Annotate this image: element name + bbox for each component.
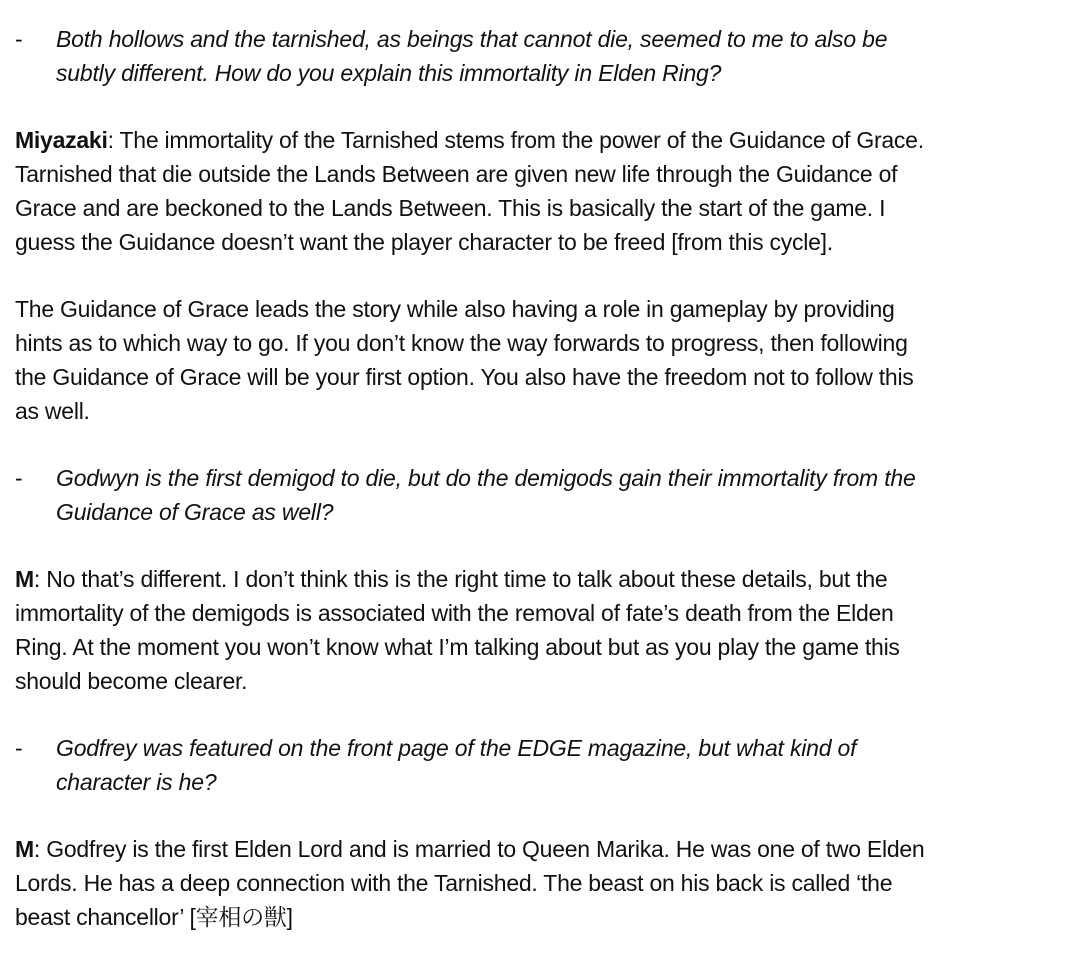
question-line: Both hollows and the tarnished, as beings that cannot die, seemed to me to also be [56, 26, 888, 52]
answer-2 [15, 562, 1070, 698]
paragraph-line: as well. [15, 398, 90, 424]
question-line: subtly different. How do you explain this immortality in Elden Ring? [56, 60, 722, 86]
bullet-dash: - [15, 735, 23, 761]
interview-document [15, 22, 1070, 934]
answer-1 [15, 123, 1070, 259]
answer-line [15, 832, 1070, 866]
answer-text: The immortality of the Tarnished stems from the power of the Guidance of Grace. [113, 127, 924, 153]
answer-line: Ring. At the moment you won’t know what I’m talking about but as you play the game this [15, 634, 900, 660]
bullet-dash: - [15, 26, 23, 52]
speaker-separator: : [33, 836, 41, 862]
answer-3 [15, 832, 1070, 934]
question-line: Godwyn is the first demigod to die, but do the demigods gain their immortality from the [56, 465, 916, 491]
speaker-separator: : [33, 566, 41, 592]
answer-line: Grace and are beckoned to the Lands Between. This is basically the start of the game. I [15, 195, 886, 221]
bullet-dash: - [15, 465, 23, 491]
answer-line: Lords. He has a deep connection with the Tarnished. The beast on his back is called ‘the [15, 870, 893, 896]
answer-line: Tarnished that die outside the Lands Between are given new life through the Guidance of [15, 161, 898, 187]
speaker-separator: : [107, 127, 114, 153]
answer-line: should become clearer. [15, 668, 248, 694]
answer-line: beast chancellor’ [宰相の獣] [15, 904, 293, 930]
answer-line: guess the Guidance doesn’t want the player character to be freed [from this cycle]. [15, 229, 833, 255]
answer-text: Godfrey is the first Elden Lord and is married to Queen Marika. He was one of two Elden [40, 836, 925, 862]
question-line: Godfrey was featured on the front page of the EDGE magazine, but what kind of [56, 735, 857, 761]
question-3 [15, 731, 1070, 799]
question-1 [15, 22, 1070, 90]
question-line: Guidance of Grace as well? [56, 499, 334, 525]
speaker-name: M [15, 836, 34, 862]
answer-text: No that’s different. I don’t think this is the right time to talk about these details, but the [40, 566, 888, 592]
paragraph-line: hints as to which way to go. If you don’t know the way forwards to progress, then following [15, 330, 908, 356]
answer-line [15, 123, 1070, 157]
question-2 [15, 461, 1070, 529]
answer-line [15, 562, 1070, 596]
paragraph-line: the Guidance of Grace will be your first option. You also have the freedom not to follow this [15, 364, 914, 390]
answer-line: immortality of the demigods is associated with the removal of fate’s death from the Elden [15, 600, 894, 626]
paragraph-1 [15, 292, 1070, 428]
paragraph-line: The Guidance of Grace leads the story while also having a role in gameplay by providing [15, 296, 895, 322]
speaker-name: Miyazaki [15, 127, 108, 153]
question-line: character is he? [56, 769, 217, 795]
speaker-name: M [15, 566, 34, 592]
